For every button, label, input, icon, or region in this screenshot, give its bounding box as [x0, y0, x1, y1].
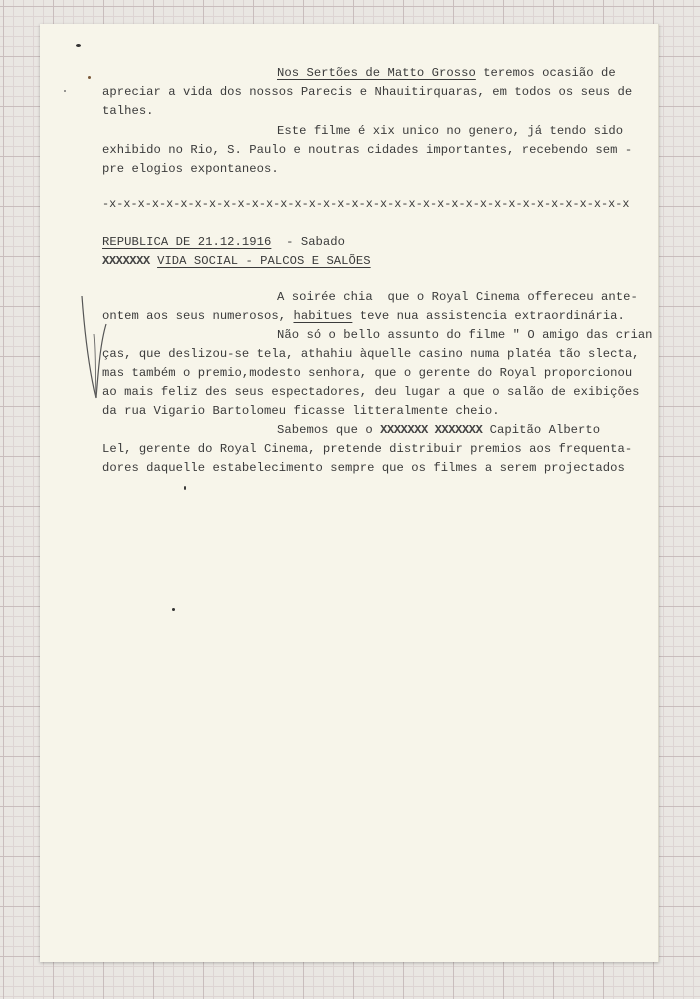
text-line: ao mais feliz des seus espectadores, deu lugar a que o salão de exibições	[102, 385, 640, 399]
struck-text: XXXXXXX	[102, 254, 150, 268]
text-line: A soirée chia que o Royal Cinema offereceu ante-	[277, 290, 638, 304]
text-line: mas também o premio,modesto senhora, que o gerente do Royal proporcionou	[102, 366, 633, 380]
text-span: teremos ocasião de	[475, 66, 616, 80]
text-span: teve nua assistencia extraordinária.	[352, 309, 625, 323]
section-heading: VIDA SOCIAL - PALCOS E SALÕES	[157, 254, 371, 268]
text-line: dores daquelle estabelecimento sempre que os filmes a serem projectados	[102, 461, 625, 475]
text-line: Não só o bello assunto do filme " O amigo das crian	[277, 328, 653, 342]
ink-speck	[64, 90, 66, 92]
ink-speck	[88, 76, 91, 79]
film-title: Nos Sertões de Matto Grosso	[277, 66, 476, 80]
text-span: ontem aos seus numerosos,	[102, 309, 294, 323]
text-line: apreciar a vida dos nossos Parecis e Nhauitirquaras, em todos os seus de	[102, 85, 633, 99]
underlined-word: habitues	[293, 309, 353, 323]
ink-speck	[172, 608, 175, 611]
source-line	[102, 235, 345, 249]
text-line	[102, 309, 625, 323]
handwritten-checkmark	[78, 294, 108, 404]
ink-speck	[76, 44, 81, 47]
text-line	[277, 66, 616, 80]
text-line: da rua Vigario Bartolomeu ficasse litteralmente cheio.	[102, 404, 500, 418]
text-line: Lel, gerente do Royal Cinema, pretende distribuir premios aos frequenta-	[102, 442, 633, 456]
source-title: REPUBLICA DE 21.12.1916	[102, 235, 272, 249]
text-line: exhibido no Rio, S. Paulo e noutras cidades importantes, recebendo sem -	[102, 143, 633, 157]
text-line: Este filme é xix unico no genero, já tendo sido	[277, 124, 624, 138]
text-line: ças, que deslizou-se tela, athahiu àquelle casino numa platéa tão slecta,	[102, 347, 640, 361]
text-span: Capitão Alberto	[482, 423, 601, 437]
section-divider: -x-x-x-x-x-x-x-x-x-x-x-x-x-x-x-x-x-x-x-x-x-x-x-x-x-x-x-x-x-x-x-x-x-x-x-x-x	[102, 197, 630, 211]
text-span: Sabemos que o	[277, 423, 381, 437]
text-line: pre elogios expontaneos.	[102, 162, 279, 176]
heading-line	[102, 254, 371, 268]
text-line	[277, 423, 600, 437]
ink-speck	[184, 486, 186, 490]
source-day: - Sabado	[271, 235, 346, 249]
document-page	[40, 24, 659, 962]
text-line: talhes.	[102, 104, 154, 118]
struck-text: XXXXXXX XXXXXXX	[380, 423, 483, 437]
